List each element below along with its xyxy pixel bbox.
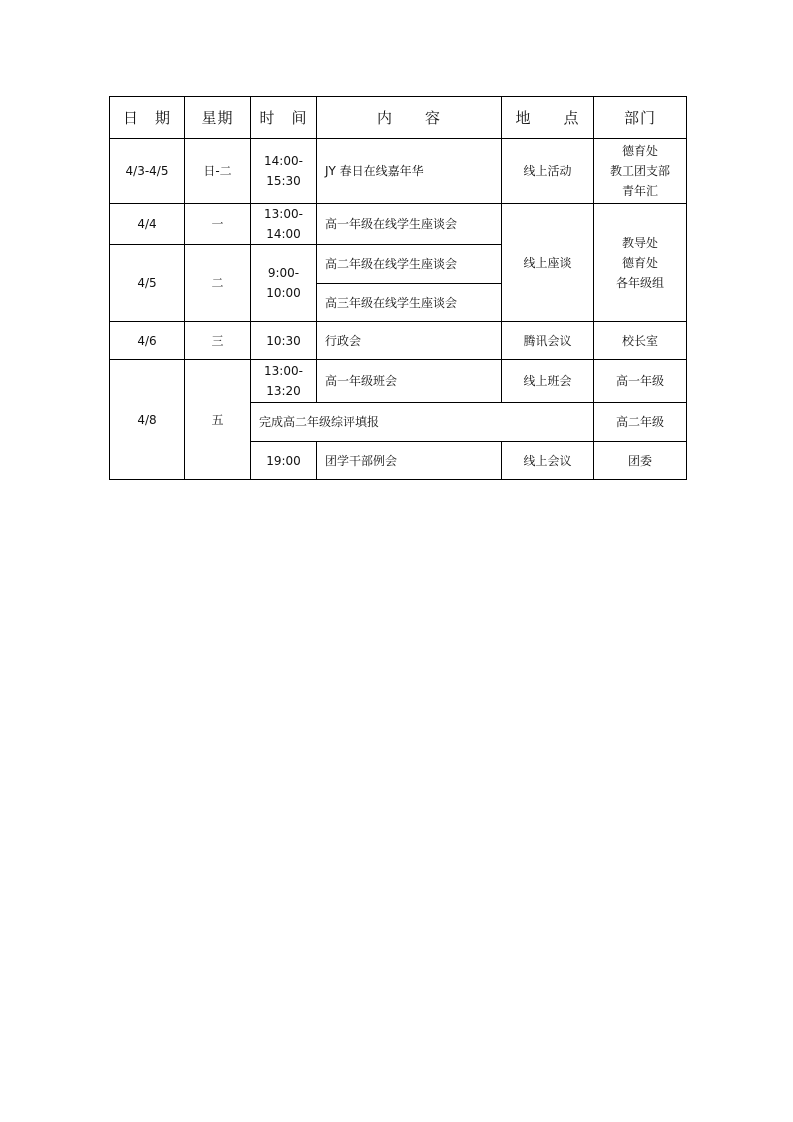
cell-department: 校长室 (594, 322, 687, 360)
cell-place: 线上班会 (502, 360, 594, 403)
cell-time: 13:00- 14:00 (251, 204, 317, 245)
cell-place: 线上会议 (502, 442, 594, 480)
table-row (110, 360, 687, 403)
header-weekday: 星期 (185, 97, 251, 139)
cell-time: 14:00- 15:30 (251, 139, 317, 204)
cell-content: 高一年级在线学生座谈会 (317, 204, 502, 245)
cell-content: 行政会 (317, 322, 502, 360)
cell-content: 高三年级在线学生座谈会 (317, 284, 502, 322)
cell-department: 高一年级 (594, 360, 687, 403)
cell-time: 9:00- 10:00 (251, 245, 317, 322)
table-row (110, 204, 687, 245)
cell-weekday: 日-二 (185, 139, 251, 204)
cell-date: 4/5 (110, 245, 185, 322)
cell-weekday: 三 (185, 322, 251, 360)
cell-date: 4/3-4/5 (110, 139, 185, 204)
cell-content: 完成高二年级综评填报 (251, 403, 594, 442)
cell-content: 团学干部例会 (317, 442, 502, 480)
cell-department: 高二年级 (594, 403, 687, 442)
header-row (110, 97, 687, 139)
header-content: 内 容 (317, 97, 502, 139)
cell-department: 团委 (594, 442, 687, 480)
cell-time: 19:00 (251, 442, 317, 480)
cell-place: 线上活动 (502, 139, 594, 204)
cell-weekday: 一 (185, 204, 251, 245)
header-date: 日 期 (110, 97, 185, 139)
cell-weekday: 二 (185, 245, 251, 322)
header-place: 地 点 (502, 97, 594, 139)
cell-time: 13:00- 13:20 (251, 360, 317, 403)
cell-department: 德育处 教工团支部 青年汇 (594, 139, 687, 204)
table-row (110, 322, 687, 360)
cell-place: 腾讯会议 (502, 322, 594, 360)
cell-date: 4/4 (110, 204, 185, 245)
cell-department: 教导处 德育处 各年级组 (594, 204, 687, 322)
header-time: 时 间 (251, 97, 317, 139)
schedule-table (109, 96, 687, 480)
table-row (110, 139, 687, 204)
cell-content: 高一年级班会 (317, 360, 502, 403)
header-department: 部门 (594, 97, 687, 139)
cell-date: 4/8 (110, 360, 185, 480)
cell-content: 高二年级在线学生座谈会 (317, 245, 502, 284)
cell-date: 4/6 (110, 322, 185, 360)
cell-time: 10:30 (251, 322, 317, 360)
cell-content: JY 春日在线嘉年华 (317, 139, 502, 204)
cell-place: 线上座谈 (502, 204, 594, 322)
cell-weekday: 五 (185, 360, 251, 480)
